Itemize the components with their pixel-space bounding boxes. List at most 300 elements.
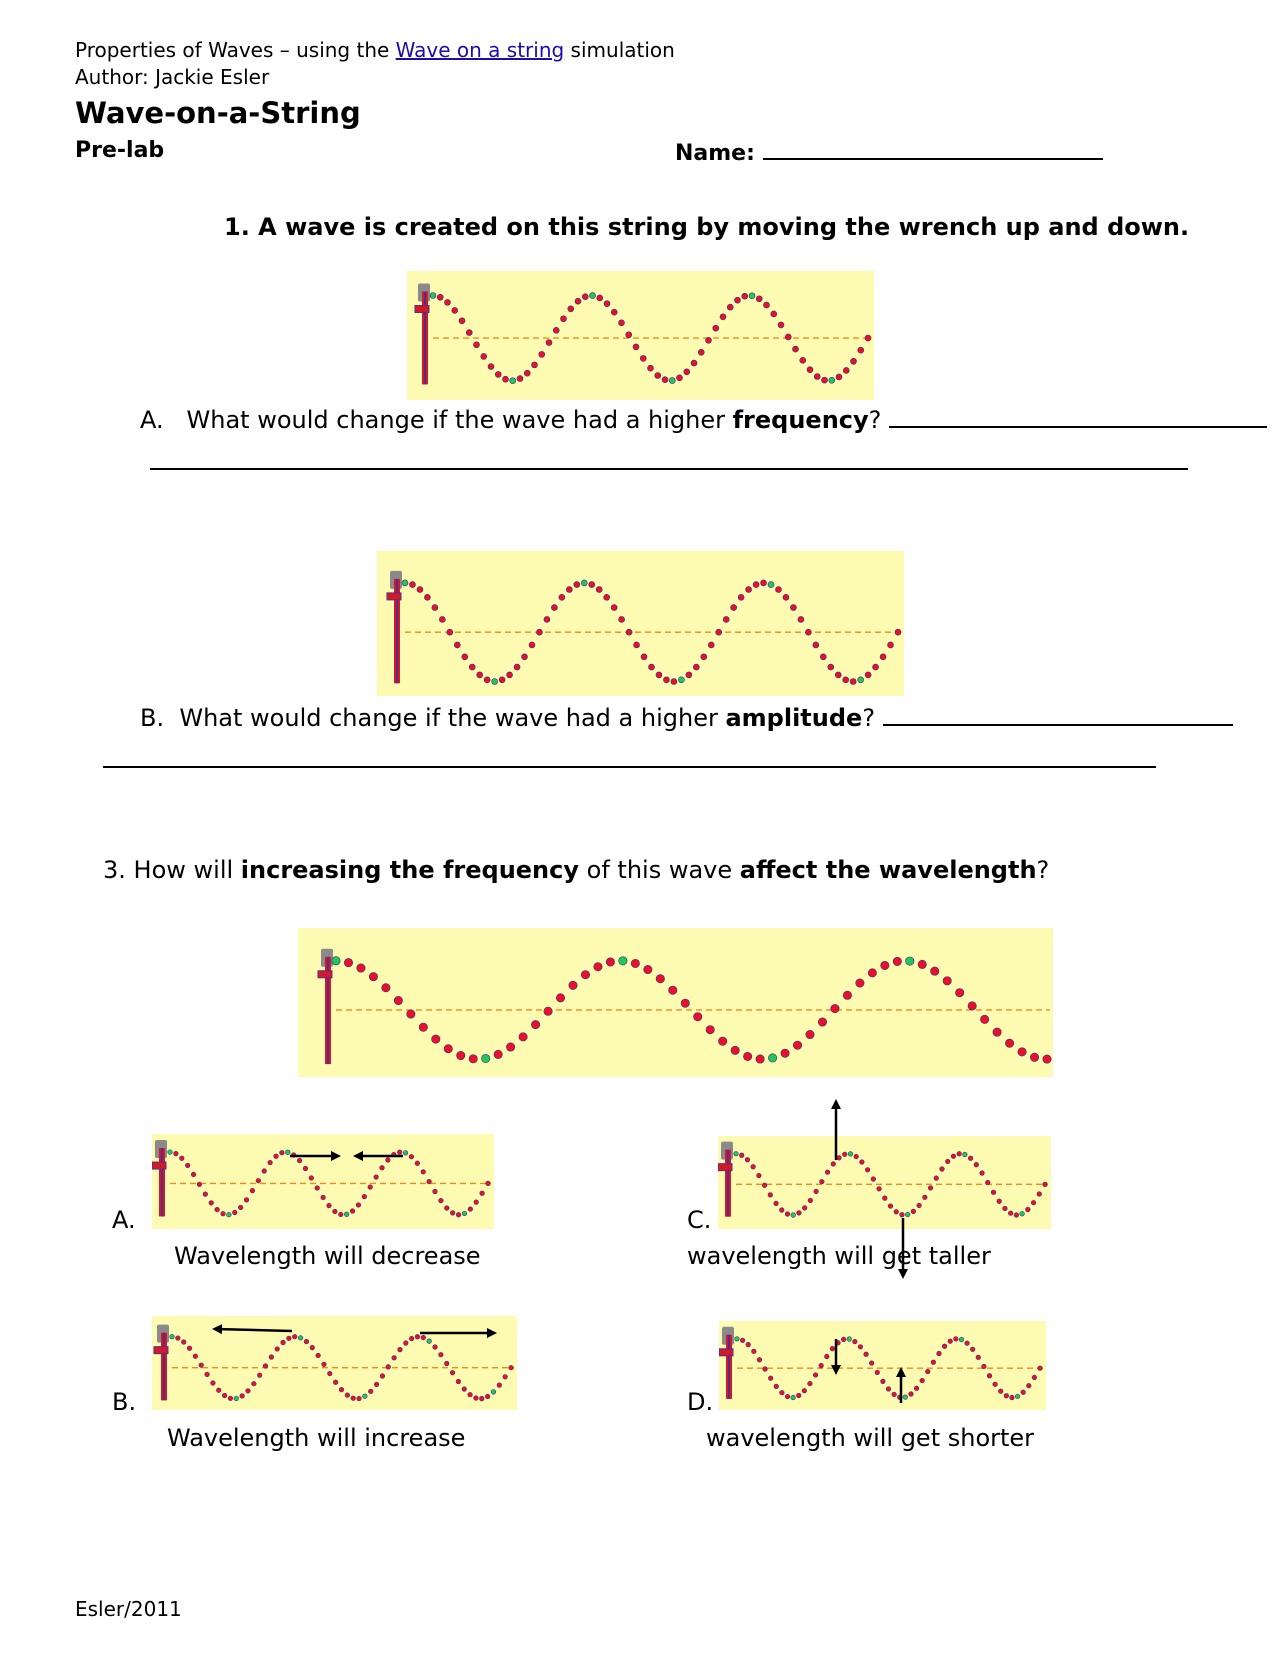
wave-bead — [851, 358, 857, 364]
wave-bead — [257, 1373, 262, 1378]
wave-bead — [380, 1165, 385, 1170]
wave-bead — [394, 996, 402, 1004]
wave-bead — [590, 293, 596, 299]
wave-bead — [742, 293, 748, 299]
wave-bead — [322, 1362, 327, 1367]
wave-bead — [785, 334, 791, 340]
option-b-letter[interactable]: B. — [112, 1388, 137, 1416]
wave-bead — [427, 1339, 432, 1344]
wave-bead — [865, 1167, 870, 1172]
wave-bead — [892, 1392, 897, 1397]
wave-bead — [757, 1357, 762, 1362]
wave-bead — [718, 1037, 726, 1045]
wave-bead — [982, 1364, 987, 1369]
wave-bead — [824, 1354, 829, 1359]
wave-bead — [771, 311, 777, 317]
wave-bead — [303, 1166, 308, 1171]
wave-bead — [1015, 1394, 1020, 1399]
wave-bead — [197, 1182, 202, 1187]
wave-bead — [544, 1007, 552, 1015]
wave-bead — [315, 1186, 320, 1191]
wave-svg-option-c — [718, 1136, 1051, 1229]
wave-bead — [858, 677, 864, 683]
wave-bead — [735, 1337, 740, 1342]
wave-bead — [228, 1396, 233, 1401]
wave-bead — [763, 1367, 768, 1372]
wave-bead — [327, 1203, 332, 1208]
wave-bead — [865, 335, 871, 341]
wave-bead — [391, 1152, 396, 1157]
q3-question: 3. How will increasing the frequency of this wave affect the wavelength? — [103, 856, 1050, 884]
wave-bead — [221, 1211, 226, 1216]
wave-svg-q1b — [377, 551, 904, 696]
wave-bead — [649, 664, 655, 670]
wave-bead — [466, 330, 472, 336]
wave-bead — [619, 320, 625, 326]
wave-bead — [333, 1380, 338, 1385]
wave-bead — [499, 677, 505, 683]
wave-bead — [864, 1352, 869, 1357]
wave-bead — [937, 1351, 942, 1356]
wave-bead — [568, 306, 574, 312]
wave-bead — [814, 1189, 819, 1194]
wave-figure-option-a — [152, 1134, 494, 1229]
wave-bead — [193, 1354, 198, 1359]
wave-bead — [581, 580, 587, 586]
wave-bead — [444, 1361, 449, 1366]
wave-bead — [923, 1195, 928, 1200]
wave-bead — [484, 677, 490, 683]
wave-bead — [517, 376, 523, 382]
wave-bead — [822, 377, 828, 383]
wave-bead — [945, 1159, 950, 1164]
wave-bead — [596, 587, 602, 593]
wrench-icon — [718, 1142, 733, 1217]
wave-bead — [684, 369, 690, 375]
wave-bead — [363, 1394, 368, 1399]
wave-bead — [199, 1363, 204, 1368]
wave-figure-option-d — [719, 1321, 1046, 1410]
wave-bead — [963, 1152, 968, 1157]
q1a-question: A. What would change if the wave had a higher frequency? — [140, 406, 1267, 434]
wave-bead — [656, 974, 664, 982]
wave-bead — [481, 353, 487, 359]
wave-bead — [419, 1023, 427, 1031]
wave-bead — [796, 1393, 801, 1398]
wave-bead — [479, 1396, 484, 1401]
wave-bead — [731, 605, 737, 611]
wave-bead — [853, 1339, 858, 1344]
wave-bead — [252, 1381, 257, 1386]
wave-bead — [462, 1387, 467, 1392]
wave-bead — [865, 672, 871, 678]
wave-bead — [514, 664, 520, 670]
wave-on-string-link[interactable]: Wave on a string — [395, 38, 565, 62]
wave-bead — [222, 1393, 227, 1398]
wave-bead — [694, 1013, 702, 1021]
wave-bead — [386, 1365, 391, 1370]
wave-bead — [310, 1345, 315, 1350]
wave-bead — [993, 1028, 1001, 1036]
wave-bead — [1003, 1206, 1008, 1211]
wave-bead — [269, 1355, 274, 1360]
wave-bead — [940, 1167, 945, 1172]
wave-bead — [914, 1386, 919, 1391]
wave-bead — [991, 1190, 996, 1195]
page-title: Wave-on-a-String — [75, 96, 361, 130]
wave-bead — [469, 664, 475, 670]
wave-bead — [800, 357, 806, 363]
wave-bead — [805, 629, 811, 635]
wave-bead — [503, 1375, 508, 1380]
wave-bead — [820, 654, 826, 660]
wave-bead — [179, 1156, 184, 1161]
wave-bead — [843, 677, 849, 683]
wave-bead — [860, 1160, 865, 1165]
wave-bead — [903, 1395, 908, 1400]
wave-bead — [291, 1153, 296, 1158]
option-d-text[interactable]: wavelength will get shorter — [706, 1424, 1035, 1452]
wave-bead — [280, 1150, 285, 1155]
wave-bead — [813, 642, 819, 648]
wave-bead — [338, 1212, 343, 1217]
wave-bead — [818, 1018, 826, 1026]
q1b-question: B. What would change if the wave had a higher amplitude? — [140, 704, 1233, 732]
wave-bead — [604, 594, 610, 600]
wave-bead — [656, 672, 662, 678]
footer: Esler/2011 — [75, 1597, 182, 1621]
wave-bead — [1026, 1207, 1031, 1212]
wave-bead — [980, 1171, 985, 1176]
wave-bead — [698, 349, 704, 355]
wave-bead — [510, 378, 516, 384]
wave-bead — [663, 677, 669, 683]
option-b-text[interactable]: Wavelength will increase — [167, 1424, 466, 1452]
wave-figure-q1b — [377, 551, 904, 696]
wave-bead — [409, 1154, 414, 1159]
wave-bead — [437, 294, 443, 300]
wave-bead — [421, 1335, 426, 1340]
wave-bead — [415, 1161, 420, 1166]
wave-bead — [918, 960, 926, 968]
wave-bead — [734, 1151, 739, 1156]
wave-bead — [831, 1162, 836, 1167]
wave-bead — [993, 1382, 998, 1387]
q1a-blank-1[interactable] — [889, 408, 1267, 428]
wave-bead — [875, 1370, 880, 1375]
wave-bead — [532, 362, 538, 368]
wave-svg-option-d — [719, 1321, 1046, 1410]
wave-bead — [880, 654, 886, 660]
prelab-label: Pre-lab — [75, 138, 165, 163]
wave-bead — [877, 1187, 882, 1192]
wave-bead — [905, 1212, 910, 1217]
wave-bead — [529, 642, 535, 648]
wave-bead — [847, 1337, 852, 1342]
wave-bead — [445, 299, 451, 305]
wave-bead — [723, 616, 729, 622]
wave-bead — [686, 672, 692, 678]
wave-bead — [836, 1340, 841, 1345]
wave-bead — [409, 1336, 414, 1341]
wave-bead — [285, 1150, 290, 1155]
wave-bead — [433, 1189, 438, 1194]
wave-bead — [897, 1395, 902, 1400]
wave-bead — [344, 1212, 349, 1217]
wave-bead — [174, 1151, 179, 1156]
option-d-letter[interactable]: D. — [687, 1388, 714, 1416]
wave-bead — [211, 1381, 216, 1386]
wave-bead — [791, 1395, 796, 1400]
wave-bead — [452, 307, 458, 313]
wave-bead — [519, 1033, 527, 1041]
wave-bead — [738, 594, 744, 600]
wave-bead — [974, 1162, 979, 1167]
wave-bead — [240, 1394, 245, 1399]
wave-bead — [344, 958, 352, 966]
wave-bead — [392, 1355, 397, 1360]
wave-bead — [768, 1193, 773, 1198]
wave-bead — [893, 957, 901, 965]
wave-bead — [708, 642, 714, 648]
wave-bead — [706, 337, 712, 343]
wave-bead — [262, 1169, 267, 1174]
wave-bead — [432, 605, 438, 611]
wave-bead — [775, 587, 781, 593]
wave-bead — [943, 977, 951, 985]
wave-figure-option-b — [152, 1316, 517, 1410]
wave-bead — [669, 986, 677, 994]
wave-figure-q1 — [407, 271, 874, 400]
wave-bead — [481, 1054, 489, 1062]
wave-bead — [597, 295, 603, 301]
wave-bead — [808, 1198, 813, 1203]
wave-bead — [835, 672, 841, 678]
wave-bead — [531, 1020, 539, 1028]
wave-bead — [450, 1211, 455, 1216]
wave-svg-q1 — [407, 271, 874, 400]
wrench-icon — [719, 1327, 734, 1399]
wave-bead — [238, 1205, 243, 1210]
wave-bead — [917, 1203, 922, 1208]
wave-bead — [181, 1340, 186, 1345]
wave-bead — [911, 1209, 916, 1214]
wave-bead — [469, 1055, 477, 1063]
wave-bead — [459, 318, 465, 324]
wave-bead — [644, 965, 652, 973]
wave-bead — [752, 1349, 757, 1354]
wave-figure-q3 — [298, 928, 1053, 1077]
wave-bead — [739, 1153, 744, 1158]
wave-bead — [494, 1050, 502, 1058]
wave-bead — [374, 1382, 379, 1387]
wave-bead — [881, 961, 889, 969]
wave-bead — [507, 672, 513, 678]
wave-bead — [954, 1337, 959, 1342]
wave-bead — [611, 605, 617, 611]
wave-bead — [955, 989, 963, 997]
wave-bead — [581, 971, 589, 979]
wave-bead — [948, 1339, 953, 1344]
name-blank[interactable] — [763, 138, 1103, 160]
wave-bead — [631, 959, 639, 967]
wave-bead — [1043, 1182, 1048, 1187]
wave-bead — [350, 1209, 355, 1214]
q1b-blank-1[interactable] — [883, 706, 1233, 726]
wave-bead — [743, 1052, 751, 1060]
wave-bead — [925, 1369, 930, 1374]
wave-bead — [524, 370, 530, 376]
wave-bead — [333, 1209, 338, 1214]
wave-bead — [1020, 1211, 1025, 1216]
wave-bead — [495, 371, 501, 377]
wave-bead — [536, 629, 542, 635]
wave-bead — [869, 1361, 874, 1366]
wave-bead — [417, 587, 423, 593]
wave-bead — [858, 1345, 863, 1350]
wave-bead — [488, 364, 494, 370]
wave-bead — [191, 1172, 196, 1177]
wave-bead — [468, 1392, 473, 1397]
q1a-blank-2[interactable] — [150, 468, 1188, 470]
wave-bead — [485, 1394, 490, 1399]
wave-bead — [402, 580, 408, 586]
wave-bead — [309, 1176, 314, 1181]
wave-bead — [454, 642, 460, 648]
wave-bead — [931, 967, 939, 975]
wave-bead — [427, 1179, 432, 1184]
wave-bead — [506, 1043, 514, 1051]
wave-bead — [693, 664, 699, 670]
wave-bead — [316, 1353, 321, 1358]
wave-svg-option-b — [152, 1316, 517, 1410]
wave-bead — [250, 1188, 255, 1193]
option-a-letter[interactable]: A. — [112, 1206, 136, 1234]
wave-bead — [321, 1195, 326, 1200]
wave-svg-q3 — [298, 928, 1053, 1077]
wave-bead — [626, 629, 632, 635]
wave-bead — [203, 1192, 208, 1197]
wave-bead — [397, 1150, 402, 1155]
wave-bead — [836, 374, 842, 380]
wave-bead — [970, 1347, 975, 1352]
wave-bead — [829, 377, 835, 383]
wave-bead — [382, 984, 390, 992]
wave-bead — [424, 594, 430, 600]
wave-bead — [1026, 1383, 1031, 1388]
wrench-icon — [152, 1140, 167, 1216]
wave-bead — [328, 1371, 333, 1376]
wave-bead — [205, 1372, 210, 1377]
wave-bead — [957, 1151, 962, 1156]
wave-bead — [662, 377, 668, 383]
option-c-text[interactable]: wavelength will get taller — [687, 1242, 991, 1270]
wave-bead — [716, 629, 722, 635]
wave-bead — [606, 958, 614, 966]
wave-bead — [633, 344, 639, 350]
wave-bead — [906, 957, 914, 965]
wave-bead — [553, 327, 559, 333]
wave-bead — [753, 582, 759, 588]
wave-bead — [339, 1387, 344, 1392]
wave-bead — [831, 1004, 839, 1012]
wave-bead — [783, 594, 789, 600]
wave-bead — [263, 1364, 268, 1369]
option-c-letter[interactable]: C. — [687, 1206, 712, 1234]
wave-bead — [806, 1030, 814, 1038]
wave-bead — [669, 378, 675, 384]
option-a-text[interactable]: Wavelength will decrease — [174, 1242, 481, 1270]
wave-bead — [619, 616, 625, 622]
wave-bead — [813, 1373, 818, 1378]
wave-bead — [745, 1157, 750, 1162]
wave-bead — [757, 1173, 762, 1178]
author: Author: Jackie Esler — [75, 65, 270, 89]
wave-bead — [871, 1177, 876, 1182]
wave-bead — [462, 654, 468, 660]
wave-bead — [575, 298, 581, 304]
wave-bead — [848, 1152, 853, 1157]
wave-bead — [854, 1154, 859, 1159]
wave-bead — [439, 1198, 444, 1203]
wave-bead — [968, 1002, 976, 1010]
wave-bead — [746, 1342, 751, 1347]
wave-bead — [1018, 1048, 1026, 1056]
wave-bead — [491, 1390, 496, 1395]
wave-bead — [569, 981, 577, 989]
wave-bead — [843, 367, 849, 373]
wave-bead — [369, 972, 377, 980]
wave-bead — [492, 679, 498, 685]
wave-bead — [634, 642, 640, 648]
wave-bead — [746, 587, 752, 593]
wave-bead — [802, 1206, 807, 1211]
wave-bead — [895, 629, 901, 635]
wave-bead — [959, 1337, 964, 1342]
wave-bead — [825, 1170, 830, 1175]
wave-bead — [641, 654, 647, 660]
wave-bead — [762, 1183, 767, 1188]
wave-bead — [1037, 1192, 1042, 1197]
wave-bead — [768, 1054, 776, 1062]
wave-bead — [357, 1396, 362, 1401]
q1b-blank-2[interactable] — [103, 766, 1156, 768]
wave-bead — [681, 999, 689, 1007]
wave-bead — [808, 1381, 813, 1386]
wave-bead — [1014, 1213, 1019, 1218]
wave-bead — [209, 1201, 214, 1206]
wave-bead — [619, 957, 627, 965]
wave-bead — [409, 582, 415, 588]
wave-bead — [1031, 1200, 1036, 1205]
wave-bead — [539, 351, 545, 357]
wave-bead — [640, 355, 646, 361]
wrench-icon — [415, 284, 430, 385]
wave-bead — [793, 346, 799, 352]
wave-bead — [1004, 1393, 1009, 1398]
wave-bead — [256, 1178, 261, 1183]
wave-bead — [444, 1045, 452, 1053]
wave-bead — [268, 1160, 273, 1165]
wave-bead — [474, 342, 480, 348]
wave-bead — [275, 1347, 280, 1352]
wave-bead — [1030, 1053, 1038, 1061]
wave-bead — [900, 1212, 905, 1217]
wave-bead — [819, 1363, 824, 1368]
wave-bead — [611, 309, 617, 315]
wave-bead — [450, 1370, 455, 1375]
wave-bead — [894, 1209, 899, 1214]
